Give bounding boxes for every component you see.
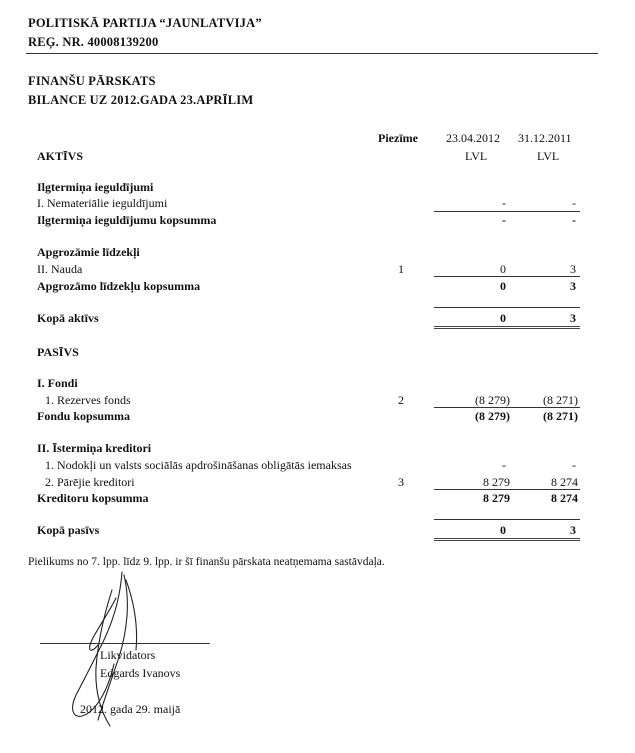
taxes-v2: -: [572, 458, 576, 472]
reserve-fund-note: 2: [398, 393, 404, 407]
registration-number: REĢ. NR. 40008139200: [28, 35, 159, 49]
liabilities-total-label: Kopā pasīvs: [37, 523, 100, 537]
taxes-label: 1. Nodokļi un valsts sociālās apdrošināšanas obligātās iemaksas: [45, 458, 352, 472]
creditors-total-v2: 8 274: [551, 491, 578, 505]
cash-v2: 3: [570, 262, 576, 276]
current-total-v2: 3: [570, 279, 576, 293]
col1-date: 23.04.2012: [446, 131, 500, 145]
lt-total-v1: -: [502, 213, 506, 227]
footnote: Pielikums no 7. lpp. līdz 9. lpp. ir šī finanšu pārskata neatņemama sastāvdaļa.: [28, 556, 385, 568]
col2-date: 31.12.2011: [518, 131, 572, 145]
creditors-total-v1: 8 279: [483, 491, 510, 505]
signature-line: [40, 643, 210, 644]
creditors-total-label: Kreditoru kopsumma: [37, 491, 149, 505]
party-name: POLITISKĀ PARTIJA “JAUNLATVIJA”: [28, 16, 262, 30]
report-title: FINANŠU PĀRSKATS: [28, 74, 156, 88]
assets-total-v1: 0: [500, 311, 506, 325]
lt-intangible-v2: -: [572, 196, 576, 210]
signer-role: Likvidators: [100, 648, 156, 662]
cash-note: 1: [398, 262, 404, 276]
creditors-heading: II. Īstermiņa kreditori: [37, 441, 152, 455]
assets-total-v2: 3: [570, 311, 576, 325]
other-creditors-v2: 8 274: [551, 475, 578, 489]
funds-total-v1: (8 279): [475, 409, 510, 423]
reserve-fund-v2: (8 271): [543, 393, 578, 407]
liabilities-heading: PASĪVS: [37, 345, 79, 359]
liabilities-total-v1: 0: [500, 523, 506, 537]
col2-unit: LVL: [537, 149, 560, 163]
assets-heading: AKTĪVS: [37, 149, 84, 163]
liabilities-total-v2: 3: [570, 523, 576, 537]
current-total-v1: 0: [500, 279, 506, 293]
other-creditors-note: 3: [398, 475, 404, 489]
cash-v1: 0: [500, 262, 506, 276]
other-creditors-label: 2. Pārējie kreditori: [45, 475, 135, 489]
taxes-v1: -: [502, 458, 506, 472]
lt-total-label: Ilgtermiņa ieguldījumu kopsumma: [37, 213, 217, 227]
lt-total-v2: -: [572, 213, 576, 227]
lt-intangible-label: I. Nemateriālie ieguldījumi: [37, 196, 168, 210]
lt-investments-heading: Ilgtermiņa ieguldījumi: [37, 180, 154, 194]
col1-unit: LVL: [465, 149, 488, 163]
other-creditors-v1: 8 279: [483, 475, 510, 489]
reserve-fund-v1: (8 279): [475, 393, 510, 407]
funds-total-label: Fondu kopsumma: [37, 409, 131, 423]
report-subtitle: BILANCE UZ 2012.GADA 23.APRĪLIM: [28, 93, 254, 107]
col-note-header: Piezīme: [378, 131, 418, 145]
reserve-fund-label: 1. Rezerves fonds: [45, 393, 131, 407]
funds-total-v2: (8 271): [543, 409, 578, 423]
lt-intangible-v1: -: [502, 196, 506, 210]
signature-date: 2012. gada 29. maijā: [80, 702, 181, 716]
current-total-label: Apgrozāmo līdzekļu kopsumma: [37, 279, 201, 293]
assets-total-label: Kopā aktīvs: [37, 311, 99, 325]
funds-heading: I. Fondi: [37, 376, 78, 390]
cash-label: II. Nauda: [37, 262, 83, 276]
current-assets-heading: Apgrozāmie līdzekļi: [37, 245, 140, 259]
signer-name: Edgards Ivanovs: [100, 666, 181, 680]
